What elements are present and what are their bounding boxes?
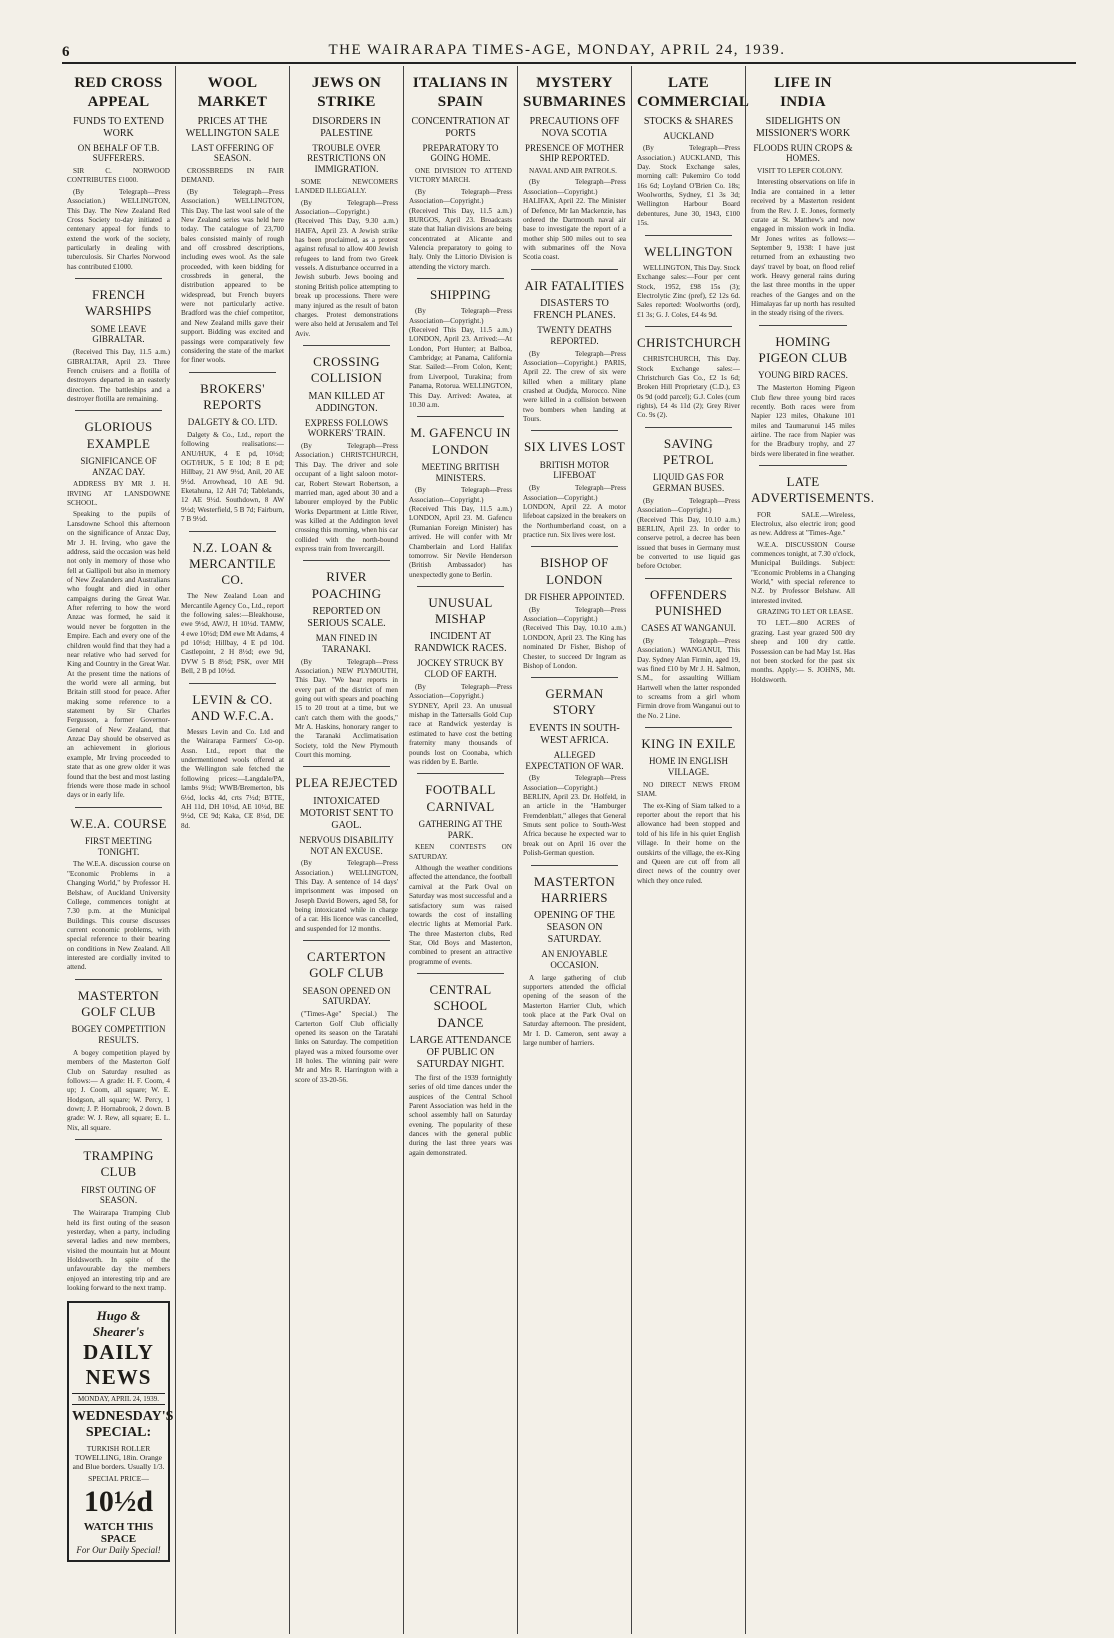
article-subhead: TWENTY DEATHS REPORTED. [537, 324, 612, 346]
article-body [295, 1010, 398, 1085]
article-headline: PLEA REJECTED [295, 775, 398, 791]
advert-watch: WATCH THIS SPACE [83, 1521, 154, 1546]
article-subhead: NERVOUS DISABILITY NOT AN EXCUSE. [299, 834, 394, 856]
article [409, 278, 512, 410]
article-subhead: SOME LEAVE GIBRALTAR. [90, 323, 147, 345]
article-headline: RED CROSS APPEAL [74, 75, 163, 110]
article-body [523, 774, 626, 858]
article-body [181, 728, 284, 831]
article [295, 766, 398, 934]
article-paragraph: A bogey competition played by members of the Masterton Golf Club on Saturday resulted as follows:— A grade: H. F. Coom, 4 up; J. Coom, all square; W. E. Hodgson, all square; W. Percy, 1 down; J. P. Hornabrook, 2 down. B grade: W. J. Rew, all square; E. L. Nix, all square. [67, 1048, 170, 1132]
article-paragraph: The first of the 1939 fortnightly series of old time dances under the auspices of the Central School Parent Association was held in the school assembly hall on Saturday evening. The popularity of these dances with the general public during the last three years was again demonstrated. [409, 1073, 512, 1157]
article-paragraph: KEEN CONTESTS ON SATURDAY. [409, 843, 512, 861]
article-headline: N.Z. LOAN & MERCANTILE CO. [189, 539, 276, 588]
article-body [523, 606, 626, 672]
article-deck: INTOXICATED MOTORIST SENT TO GAOL. [299, 795, 394, 831]
article-paragraph: GRAZING TO LET OR LEASE. [757, 608, 854, 617]
article-subhead: YOUNG BIRD RACES. [758, 370, 848, 381]
article [523, 269, 626, 425]
article-body [637, 637, 740, 721]
article-paragraph: (By Telegraph—Press Association.) WANGANUI, This Day. Sydney Alan Firmin, aged 19, was fined £10 by Mr J. H. Salmon, S.M., for assaulting William Hartwell when the latter responded to screams from a girl whom Firmin drove from Wanganui out to the No. 2 Line. [637, 636, 740, 720]
article-headline: BROKERS' REPORTS [200, 380, 265, 412]
masthead-rule [62, 62, 1076, 64]
article [409, 74, 512, 272]
advert-brand: Hugo & Shearer's [92, 1308, 145, 1340]
article-body [523, 484, 626, 540]
article-headline: BISHOP OF LONDON [540, 555, 609, 587]
article-subhead: CASES AT WANGANUI. [641, 623, 736, 634]
article-divider [75, 807, 162, 808]
article-headline: KING IN EXILE [641, 736, 736, 752]
article-deck: OPENING OF THE SEASON ON SATURDAY. [534, 910, 615, 946]
article-paragraph: A large gathering of club supporters attended the official opening of the season of the Masterton Harrier Club, which took place at the Park Oval on Saturday afternoon. The president, Mr I. D. Cameron, sent away a large number of harriers. [523, 973, 626, 1048]
article-body [409, 683, 512, 767]
article-paragraph: (By Telegraph—Press Association.) AUCKLAND, This Day. Stock Exchange sales, morning call: Pukemiro Co todd 16s 6d; Loyland O'Brien Co. 18s; Woolworths, Sydney, £1 3s 3d; Wellington Harbour Board debentures, June 30, 1943, £100 15s. [637, 144, 740, 228]
article-headline: UNUSUAL MISHAP [428, 594, 493, 627]
article-paragraph: (By Telegraph—Press Association—Copyright.) PARIS, April 22. The crew of six were killed when a military plane crashed at Oudjda, Morocco. Nine were killed in a collision between two bombers when landing at Tours. [523, 349, 626, 424]
article-paragraph: (By Telegraph—Press Association—Copyright.) (Received This Day, 11.5 a.m.) LONDON, April 23. M. Gafencu (Rumanian Foreign Minister) has arrived. He will confer with Mr Chamberlain and Lord Halifax tomorrow. Sir Nevile Henderson (British Ambassador) has unexpectedly gone to Berlin. [409, 486, 512, 579]
article-body [295, 859, 398, 934]
article-body [409, 307, 512, 410]
article-headline: M. GAFENCU IN LONDON [410, 425, 511, 457]
article-divider [189, 372, 276, 373]
daily-news-advert [67, 1301, 174, 1562]
article-paragraph: Messrs Levin and Co. Ltd and the Wairarapa Farmers' Co-op. Assn. Ltd., report that the undermentioned wools offered at the Wellington sale fetched the following prices:—Langdale/PA, lambs 9½d; WWB/Bremerton, bls 6½d, locks 4d, crts 7½d; BTTE, AH 11d, DH 10½d, AE 10½d, BE 9½d, CE 9d; Kaka, CE 8½d, DE 8d. [181, 728, 284, 830]
article-subhead: SIGNIFICANCE OF ANZAC DAY. [80, 455, 157, 477]
article-divider [645, 727, 732, 728]
advert-price: 10½d [83, 1485, 154, 1519]
article [409, 773, 512, 967]
article-paragraph: NO DIRECT NEWS FROM SIAM. [637, 781, 740, 799]
article-body [637, 144, 740, 228]
article-deck: REPORTED ON SERIOUS SCALE. [307, 605, 386, 629]
article-paragraph: Although the weather conditions affected the attendance, the football carnival at the Park Oval on Saturday was most successful and a satisfactory sum was raised towards the cost of installing electric lights at Memorial Park. The three Masterton clubs, Red Star, Old Boys and Masterton, combined to present an attractive programme of events. [409, 864, 512, 966]
article-paragraph: (By Telegraph—Press Association.) WELLINGTON, This Day. The New Zealand Red Cross Society to-day initiated a centenary appeal for funds to extend the work of the society, particularly in dealing with tuberculosis. Sir Charles Norwood has contributed £1000. [67, 187, 170, 271]
article-divider [531, 546, 618, 547]
article-subhead: JOCKEY STRUCK BY CLOD OF EARTH. [417, 658, 504, 680]
article-paragraph: (By Telegraph—Press Association—Copyright.) LONDON, April 22. A motor lifeboat capsized in the breakers on the Northumberland coast, on a practice run. Six lives were lost. [523, 484, 626, 540]
article [181, 372, 284, 525]
article-subhead: EXPRESS FOLLOWS WORKERS' TRAIN. [304, 417, 389, 439]
column-7 [746, 66, 875, 1634]
article-body [409, 167, 512, 272]
article-subhead: GATHERING AT THE PARK. [418, 818, 503, 840]
column-2 [176, 66, 290, 1634]
article-paragraph: (By Telegraph—Press Association—Copyright.) (Received This Day, 10.10 a.m.) BERLIN, April 23. In order to conserve petrol, a decree has been issued that buses in Germany must be converted to use liquid gas before October. [637, 496, 740, 571]
column-6 [632, 66, 750, 1634]
article-divider [645, 235, 732, 236]
article-paragraph: W.E.A. DISCUSSION Course commences tonight, at 7.30 o'clock, Municipal Buildings. Subject: "Economic Problems in a Changing World," with special reference to N.Z. by Professor Belshaw. All interested invited. [751, 540, 855, 605]
article-deck: DISORDERS IN PALESTINE [312, 115, 381, 139]
article-paragraph: ("Times-Age" Special.) The Carterton Golf Club officially opened its season on the Taratahi links on Saturday. The competition played was a mixed foursome over 18 holes. The winning pair were Mr and Mrs R. Harrington with a score of 33-20-56. [295, 1010, 398, 1084]
article [637, 427, 740, 572]
article-body [637, 497, 740, 572]
article [67, 74, 170, 272]
article-divider [417, 416, 504, 417]
article-deck: DISASTERS TO FRENCH PLANES. [533, 297, 616, 321]
article-subhead: FLOODS RUIN CROPS & HOMES. [753, 142, 853, 164]
article-paragraph: SOME NEWCOMERS LANDED ILLEGALLY. [295, 177, 398, 196]
column-5 [518, 66, 632, 1634]
article-paragraph: Dalgety & Co., Ltd., report the following realisations:—ANU/HUK, 4 E pd, 10½d; OGT/HUK, 5 E 10d; 8 E pd; Hillbay, 21 AW 9½d, Anil, 20 AE 9½d. Arrowhead, 10 AE 9d. Eketahuna, 12 AH 7d; Tablelands, 12 AE 9½d. Southdown, 8 AW 9½d; Westerfield, 5 B 7d; Fairburn, 7 B 9½d. [181, 430, 284, 524]
article-paragraph: (By Telegraph—Press Association—Copyright.) (Received This Day, 11.5 a.m.) BURGOS, April 23. Broadcasts state that Italian divisions are being concentrated at Alicante and Valencia preparatory to going to Italy. Only the Littorio Division is attending the victory march. [409, 187, 512, 271]
article [181, 74, 284, 366]
article-body [637, 355, 740, 421]
article [637, 727, 740, 886]
article-paragraph: (By Telegraph—Press Association.) CHRISTCHURCH, This Day. The driver and sole occupant of a light saloon motor-car, Robert Stewart Robertson, a married man, aged about 30 and a labourer employed by the Public Works Department at Little River, was killed at the Addington level crossing this morning, when his car collided with the north-bound express train from Invercargill. [295, 442, 398, 554]
article-divider [417, 586, 504, 587]
article-headline: WOOL MARKET [197, 75, 268, 110]
article-headline: ITALIANS IN SPAIN [412, 75, 509, 110]
article-body [67, 348, 170, 404]
article-paragraph: (By Telegraph—Press Association.) NEW PLYMOUTH, This Day. "We hear reports in every part of the district of men going out with spears and poaching 15 to 20 trout at a time, but we can't catch them with the goods," Mr A. Haskins, honorary ranger to the Taranaki Acclimatisation Society, told the New Plymouth Court this morning. [295, 657, 398, 760]
article-paragraph: The Wairarapa Tramping Club held its first outing of the season yesterday, when a party, including several ladies and new members, visited the mountain hut at Mount Holdsworth. In spite of the unfavourable day the members enjoyed an interesting trip and are looking forward to the next tramp. [67, 1209, 170, 1293]
article-body [67, 480, 170, 800]
article-subhead: AUCKLAND [663, 130, 714, 141]
article [523, 546, 626, 671]
article-headline: GERMAN STORY [545, 686, 604, 718]
article-paragraph: (By Telegraph—Press Association—Copyright.) (Received This Day, 10.10 a.m.) LONDON, April 23. The King has nominated Dr Fisher, Bishop of Chester, to succeed Dr Ingram as Bishop of London. [523, 605, 626, 670]
article [295, 74, 398, 339]
article-body [751, 167, 855, 319]
article-paragraph: (By Telegraph—Press Association.) WELLINGTON, This Day. The last wool sale of the New Zealand series was held here today. The catalogue of 23,700 bales consisted mainly of rough and off crossbred descriptions, including ewes wool. As the sale proceeded, with keen bidding for crossbreds in general, the distribution appeared to be widespread, but French buyers were not particularly active. Bradford was the chief competitor, and New Zealand mills gave their support. Bidding was excited and passings were comparatively few considering the state of the market for finer wools. [181, 187, 284, 365]
article-headline: LATE COMMERCIAL [637, 75, 750, 110]
article-paragraph: SIR C. NORWOOD CONTRIBUTES £1000. [67, 167, 170, 185]
article-headline: HOMING PIGEON CLUB [758, 333, 848, 366]
article-paragraph: FOR SALE.—Wireless, Electrolux, also electric iron; good as new. Address at "Times-Age." [751, 510, 855, 538]
article-headline: SIX LIVES LOST [524, 439, 625, 455]
article [751, 325, 855, 459]
advert-item: TURKISH ROLLER TOWELLING, 18in. Orange and Blue borders. Usually 1/3. [72, 1444, 165, 1472]
article-headline: MASTERTON HARRIERS [533, 873, 616, 905]
article-deck: PRECAUTIONS OFF NOVA SCOTIA [529, 115, 620, 139]
article-divider [303, 345, 390, 346]
article-paragraph: (By Telegraph—Press Association—Copyright.) (Received This Day, 11.5 a.m.) LONDON, April 23. Arrived:—At London, Port Hunter; at Balboa, Cambridge; at Panama, California Star. Sailed:—From Colon, Kent; from Liverpool, Turakina; from Panama, Rotorua. WELLINGTON, This Day. Arrived: Awatea, at 10.30 a.m. [409, 307, 512, 409]
advert-daily: For Our Daily Special! [76, 1545, 161, 1556]
article-headline: CARTERTON GOLF CLUB [307, 949, 386, 981]
article-divider [645, 326, 732, 327]
article-headline: TRAMPING CLUB [83, 1148, 154, 1180]
article-headline: MASTERTON GOLF CLUB [77, 987, 160, 1020]
article-deck: EVENTS IN SOUTH-WEST AFRICA. [529, 722, 620, 746]
article-body [523, 974, 626, 1049]
advert-special-heading: WEDNESDAY'S SPECIAL: [72, 1409, 174, 1441]
article [67, 807, 170, 973]
article-body [67, 1209, 170, 1293]
article [181, 531, 284, 677]
article-subhead: HOME IN ENGLISH VILLAGE. [649, 756, 728, 778]
article [751, 465, 875, 685]
article [637, 578, 740, 722]
article-subhead: MAN FINED IN TARANAKI. [315, 632, 378, 654]
article-subhead: DR FISHER APPOINTED. [524, 591, 625, 602]
article-headline: FOOTBALL CARNIVAL [425, 782, 496, 814]
article-divider [417, 278, 504, 279]
article-subhead: ALLEGED EXPECTATION OF WAR. [525, 749, 624, 771]
article-paragraph: ADDRESS BY MR J. H. IRVING AT LANSDOWNE SCHOOL. [67, 480, 170, 508]
article-headline: WELLINGTON [644, 243, 733, 259]
article [181, 683, 284, 831]
article-paragraph: (Received This Day, 11.5 a.m.) GIBRALTAR, April 23. Three French cruisers and a flotilla of destroyers departed in an easterly direction. The battleships and a destroyer flotilla are remaining. [67, 348, 170, 403]
article-subhead: LAST OFFERING OF SEASON. [191, 142, 274, 164]
article [409, 973, 512, 1158]
article-headline: LATE ADVERTISEMENTS. [751, 474, 875, 506]
advert-date: MONDAY, APRIL 24, 1939. [72, 1393, 165, 1405]
article-subhead: SEASON OPENED ON SATURDAY. [302, 985, 391, 1007]
article-paragraph: The New Zealand Loan and Mercantile Agency Co., Ltd., report the following sales:—Bleakhouse, ewe 9½d, AW/J, H 10½d. TAMW, 4 ewe 10½d; DM ewe Mt Adams, 4 pd 10½d; Hillbay, 4 E pd 10d. Castlepoint, 2 H 8½d; ewe 9d, DVW 5 B 8½d; PSK, over MH Bell, 2 B pd 10½d. [181, 592, 284, 676]
article-body [409, 1074, 512, 1158]
article-paragraph: WELLINGTON, This Day. Stock Exchange sales:—Four per cent Stock, 1952, £98 15s (3); Electrolytic Zinc (pref), £2 12s 6d. Sales reported: Woolworths (ord), £1 3s; G. J. Coles, £4 4s 9d. [637, 263, 740, 319]
article-body [751, 511, 855, 685]
article [751, 74, 855, 319]
article-deck: PRICES AT THE WELLINGTON SALE [185, 115, 280, 139]
article-headline: LEVIN & CO. AND W.F.C.A. [190, 691, 275, 723]
article-headline: FRENCH WARSHIPS [85, 287, 152, 319]
article-body [637, 264, 740, 320]
article-subhead: AN ENJOYABLE OCCASION. [541, 949, 608, 970]
article [637, 74, 750, 229]
article-paragraph: Speaking to the pupils of Lansdowne School this afternoon on the significance of Anzac Day, Mr J. H. Irving, who gave the address, said the occasion was held not only in memory of those who fell at Gallipoli but also in memory of New Zealanders and Australians who fought and died in other campaigns during the Great War. After referring to how the word Anzac was formed, he said it would never be forgotten in the Empire. Each and every one of the children would find that they had a near relative who had served for King and Country in the Great War. At the present time the nations of the world were all arming, but Britain still stood for peace. After making some reference to a statement by Sir Charles Fergusson, a former Governor-General of New Zealand, that Anzac Day should be observed as an achievement in glorious example, Mr Irving proceeded to state that as one grew older it was found that the best and most lasting friends were those made in school days or in early life. [67, 510, 170, 800]
article-divider [75, 278, 162, 279]
article-headline: SAVING PETROL [663, 435, 714, 467]
article-deck: STOCKS & SHARES [643, 115, 734, 127]
article-deck: CONCENTRATION AT PORTS [411, 115, 510, 139]
article-divider [303, 940, 390, 941]
article-subhead: BRITISH MOTOR LIFEBOAT [539, 459, 610, 481]
article [295, 940, 398, 1085]
article-headline: MYSTERY SUBMARINES [523, 75, 627, 110]
article-body [523, 167, 626, 263]
article-headline: RIVER POACHING [311, 569, 382, 601]
article-divider [75, 410, 162, 411]
article-subhead: DALGETY & CO. LTD. [187, 417, 278, 428]
article-body [181, 592, 284, 676]
article-divider [531, 430, 618, 431]
article-body [409, 486, 512, 580]
article-deck: SIDELIGHTS ON MISSIONER'S WORK [755, 115, 851, 139]
article-divider [531, 677, 618, 678]
article-headline: GLORIOUS EXAMPLE [84, 419, 153, 451]
article [67, 1139, 170, 1293]
article [67, 278, 170, 404]
article-divider [189, 683, 276, 684]
article [409, 416, 512, 580]
article [637, 326, 740, 421]
article-subhead: PREPARATORY TO GOING HOME. [422, 142, 499, 164]
article-headline: JEWS ON STRIKE [311, 75, 382, 110]
article-body [409, 843, 512, 967]
article-paragraph: The ex-King of Siam talked to a reporter about the report that his allowance had been stopped and told of his life in his quiet English village. In their home on the outskirts of the village, the ex-King and Queen are cut off from all direct news of the country over which they once ruled. [637, 801, 740, 885]
article-paragraph: (By Telegraph—Press Association—Copyright.) BERLIN, April 23. Dr. Holfeld, in an article in the "Hamburger Fremdenblatt," alleges that General Smuts sent police to South-West Africa because he expected war to break out on April 16 over the Polish-German question. [523, 774, 626, 858]
article-paragraph: CHRISTCHURCH, This Day. Stock Exchange sales:—Christchurch Gas Co., £2 1s 6d; Broken Hill Proprietary (C.D.), £3 0s 9d (odd parcel); G.J. Coles (cum rights), £4 4s 11d (2); Grey River Co. 9s (2). [637, 355, 740, 420]
article [523, 430, 626, 540]
article-deck: MAN KILLED AT ADDINGTON. [308, 390, 385, 414]
article-body [523, 350, 626, 425]
article-subhead: PRESENCE OF MOTHER SHIP REPORTED. [524, 142, 624, 164]
article-divider [759, 465, 847, 466]
column-3 [290, 66, 404, 1634]
article-paragraph: (By Telegraph—Press Association—Copyright.) (Received This Day, 9.30 a.m.) HAIFA, April 23. A Jewish strike has been proclaimed, as a protest against refusal to allow 400 Jewish refugees to land from two Greek vessels. A disturbance occurred in a Jewish suburb. Jews booing and stoning British police attempting to break up processions. There were many injured as the result of baton charges. Protest demonstrations were also held at Jerusalem and Tel Aviv. [295, 198, 398, 338]
article-body [67, 167, 170, 272]
article-body [67, 1049, 170, 1133]
article-paragraph: (By Telegraph—Press Association—Copyright.) HALIFAX, April 22. The Minister of Defence, Mr Ian Mackenzie, has ordered the Dartmouth naval air base to investigate the report of a mother ship 500 miles out to sea with submarines off the Nova Scotia coast. [523, 178, 626, 262]
article-body [295, 178, 398, 339]
article-subhead: LIQUID GAS FOR GERMAN BUSES. [652, 472, 725, 493]
page-number: 6 [62, 44, 70, 60]
article [295, 560, 398, 760]
article-subhead: BOGEY COMPETITION RESULTS. [71, 1024, 166, 1046]
article-subhead: TROUBLE OVER RESTRICTIONS ON IMMIGRATION. [307, 142, 386, 175]
article-subhead: FIRST OUTING OF SEASON. [81, 1184, 156, 1206]
article-body [67, 860, 170, 972]
article-deck: FUNDS TO EXTEND WORK [73, 115, 164, 139]
article-paragraph: ONE DIVISION TO ATTEND VICTORY MARCH. [409, 167, 512, 185]
article-divider [417, 973, 504, 974]
article-subhead: ON BEHALF OF T.B. SUFFERERS. [77, 142, 160, 164]
article-divider [645, 427, 732, 428]
column-1 [62, 66, 176, 1634]
advert-title: DAILY NEWS [83, 1340, 154, 1390]
article-divider [531, 865, 618, 866]
article-divider [75, 979, 162, 980]
article-body [637, 781, 740, 886]
article-headline: OFFENDERS PUNISHED [649, 586, 728, 618]
article-divider [417, 773, 504, 774]
article-headline: CHRISTCHURCH [637, 334, 742, 350]
article-headline: CROSSING COLLISION [310, 354, 383, 386]
article [409, 586, 512, 767]
article-body [181, 167, 284, 366]
article [67, 410, 170, 800]
article-body [751, 384, 855, 459]
article-headline: CENTRAL SCHOOL DANCE [429, 982, 492, 1030]
article [523, 865, 626, 1049]
article-paragraph: The W.E.A. discussion course on "Economic Problems in a Changing World," by Professor H. Belshaw, of Auckland University College, commences tonight at 7.30 p.m. at the Municipal Buildings. This course discusses current economic problems, with special reference to their bearing on conditions in New Zealand. All interested are cordially invited to attend. [67, 860, 170, 972]
article-divider [75, 1139, 162, 1140]
article [67, 979, 170, 1133]
article-divider [759, 325, 847, 326]
article-divider [303, 766, 390, 767]
article-paragraph: (By Telegraph—Press Association.) WELLINGTON, This Day. A sentence of 14 days' imprisonment was imposed on Joseph David Bowers, aged 58, for being intoxicated while in charge of a car. His licence was cancelled, and suspended for 12 months. [295, 859, 398, 933]
article-paragraph: CROSSBREDS IN FAIR DEMAND. [181, 167, 284, 185]
article-divider [645, 578, 732, 579]
article-subhead: MEETING BRITISH MINISTERS. [421, 461, 500, 483]
article-deck: INCIDENT AT RANDWICK RACES. [414, 631, 507, 655]
article-divider [189, 531, 276, 532]
article-headline: W.E.A. COURSE [70, 815, 167, 831]
masthead [0, 0, 1114, 62]
article [523, 677, 626, 858]
column-4 [404, 66, 518, 1634]
article-body [295, 442, 398, 554]
article-paragraph: Interesting observations on life in India are contained in a letter received by a Masterton resident from the Rev. J. E. Jones, formerly curate at St. Matthew's and now engaged in mission work in India. Mr Jones writes as follows:— September 9, 1938: I have just returned from an exhausting two days' travel by boat, on flood relief work. Heavy general rains during the last three months in the upper reaches of the Ganges and on the Himalayas far up north has resulted in the steady rising of the rivers. [751, 178, 855, 318]
article-subhead: FIRST MEETING TONIGHT. [84, 835, 153, 857]
article-headline: SHIPPING [430, 287, 491, 303]
article-body [181, 431, 284, 525]
article-paragraph: TO LET.—800 ACRES of grazing. Last year grazed 500 dry sheep and 100 dry cattle. Possession can be had May 1st. Has not been stocked for the past six months. Apply:— S. JOHNS, Mt. Holdsworth. [751, 619, 855, 684]
article-divider [303, 560, 390, 561]
article-body [295, 658, 398, 761]
article-paragraph: (By Telegraph—Press Association—Copyright.) SYDNEY, April 23. An unusual mishap in the Tattersalls Gold Cup race at Randwick yesterday is estimated to have cost the betting fraternity many thousands of pounds lost on Coonaba, which was ridden by E. Bartle. [409, 683, 512, 766]
article-deck: LARGE ATTENDANCE OF PUBLIC ON SATURDAY NIGHT. [409, 1034, 512, 1070]
article-paragraph: The Masterton Homing Pigeon Club flew three young bird races recently. Both races were from Napier 123 miles, Ohakune 101 miles and Taumarunui 145 miles airline. The race from Napier was for the Bradbury trophy, and 27 birds were liberated in fine weather. [751, 384, 855, 458]
article-paragraph: VISIT TO LEPER COLONY. [757, 167, 843, 176]
article-headline: LIFE IN INDIA [774, 75, 832, 110]
page-columns [62, 66, 1076, 1634]
article [523, 74, 626, 263]
article-divider [531, 269, 618, 270]
article [295, 345, 398, 554]
article [637, 235, 740, 320]
article-paragraph: NAVAL AND AIR PATROLS. [529, 167, 617, 176]
newspaper-title: THE WAIRARAPA TIMES-AGE, MONDAY, APRIL 24, 1939. [328, 42, 786, 58]
article-headline: AIR FATALITIES [524, 277, 625, 293]
advert-price-label: SPECIAL PRICE— [88, 1474, 149, 1484]
